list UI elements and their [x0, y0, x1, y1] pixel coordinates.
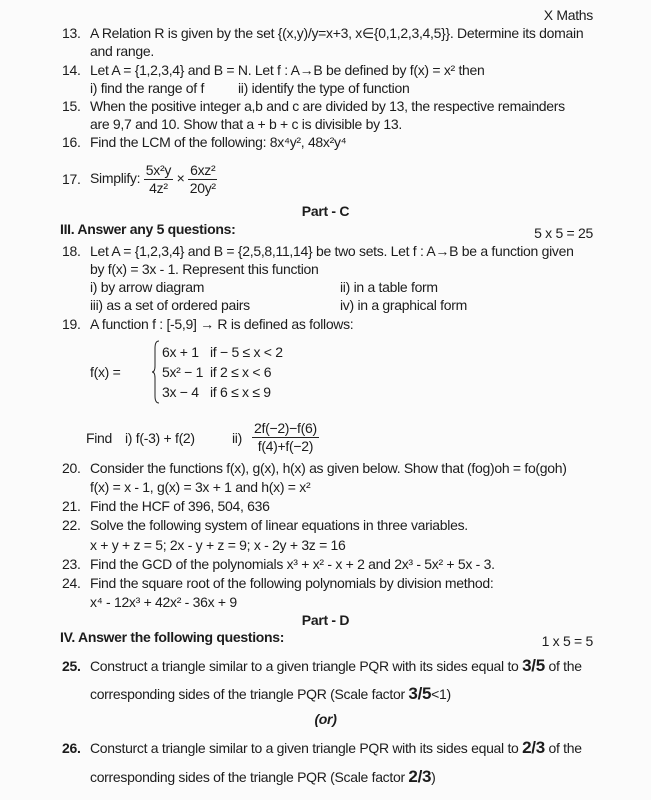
fraction: $\frac{\text{6xz²}}{\text{20y²}}$: [189, 161, 216, 196]
fraction: $\frac{\text{5x²y}}{\text{4z²}}$: [145, 161, 172, 196]
part-c-title: Part - C: [301, 203, 350, 219]
fraction: $\frac{2f(-2)-f(6)}{f(4)+f(-2)}$: [254, 420, 317, 454]
exam-page: X Maths 13. A Relation R is given by the set {(x,y)/y=x+3, x∈{0,1,2,3,4,5}}. Determine its domain and range. 14. Let A = {1,2,3,4} and B = N. Let f : A→B be defined by f(x) = x² then i) find the range of f ii) identify the type of function 15. When the positive integer a,b and c are divided by 13, the respective remainders are 9,7 and 10. Show that a + b + c is divisible by 13. 16. Find the LCM of the following: 8x⁴y², 48x²y⁴ 17. Simplify: $\frac{\text{5x²y}}{\text{4z²}}$ × $\frac{\text{6xz²}}{\text{20y²}}$ Part - C III. Answer any 5 questions: 5 x 5 = 25 18. Let A = {1,2,3,4} and B = {2,5,8,11,14} be two sets. Let f : A→B be a function given by f(x) = 3x - 1. Represent this function i) by arrow diagram ii) in a table form iii) as a set of ordered pairs iv) in a graphical form 19. A function f : [-5,9] → R is defined as follows: f(x) = 6x + 1 if − 5 ≤ x < 2 5x² − 1 if 2 ≤ x < 6 3x − 4 if 6 ≤ x ≤ 9 Find i) f(-3) + f(2) ii) $\frac{2f(-2)-f(6)}{f(4)+f(-2)}$ 20. Consider the functions f(x), g(x), h(x) as given below. Show that (fog)oh = fo(goh) f(x) = x - 1, g(x) = 3x + 1 and h(x) = x² 21. Find the HCF of 396, 504, 636 22. Solve the following system of linear equations in three variables. x + y + z = 5; 2x - y + z = 9; x - 2y + 3z = 16 23. Find the GCD of the polynomials x³ + x² - x + 2 and 2x³ - 5x² + 5x - 3. 24. Find the square root of the following polynomials by division method: x⁴ - 12x³ + 42x² - 36x + 9 Part - D IV. Answer the following questions: 1 x 5 = 5 25. Construct a triangle similar to a given triangle PQR with its sides equal to 3/5 of the corresponding sides of the triangle PQR (Scale factor 3/5<1) (or) 26. Consturct a triangle similar to a given triangle PQR with its sides equal to 2/3 of the corresponding sides of the triangle PQR (Scale factor 2/3): [0, 0, 651, 800]
part-d-marks: 1 x 5 = 5: [541, 633, 593, 649]
part-d-title: Part - D: [301, 612, 350, 628]
subject-header: X Maths: [543, 7, 593, 23]
or-separator: (or): [314, 711, 337, 727]
part-c-marks: 5 x 5 = 25: [534, 225, 593, 241]
brace-icon: [152, 340, 160, 404]
part-d-instructions: IV. Answer the following questions:: [60, 629, 285, 645]
part-c-instructions: III. Answer any 5 questions:: [60, 221, 236, 237]
